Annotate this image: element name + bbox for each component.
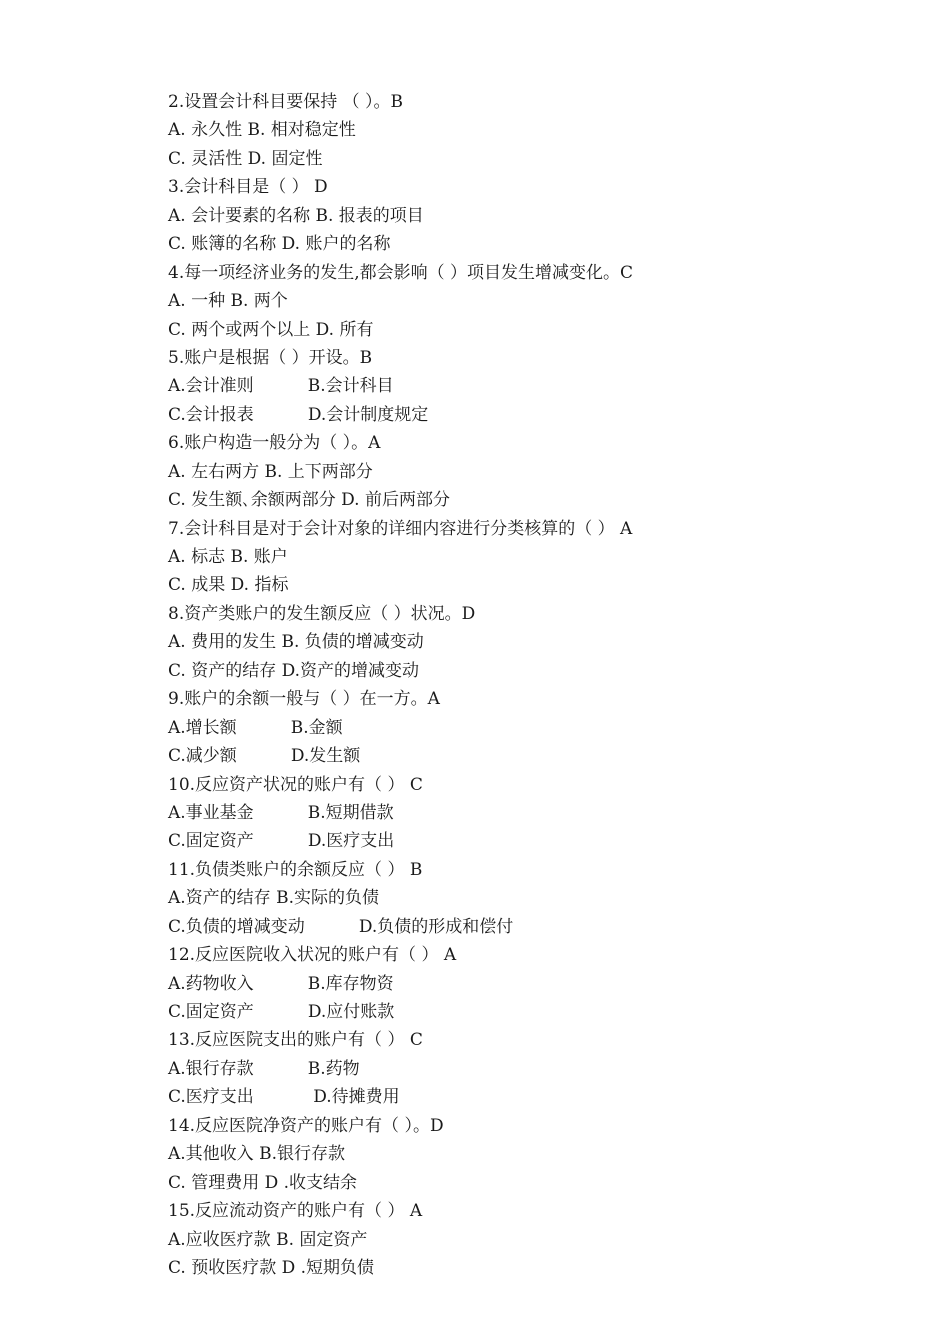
question-stem: 7.会计科目是对于会计对象的详细内容进行分类核算的（ ） A [168, 518, 633, 539]
question-stem: 2.设置会计科目要保持 （ ）。B [168, 92, 404, 112]
answer-options: C.固定资产 D.医疗支出 [168, 831, 395, 852]
answer-options: A.资产的结存 B.实际的负债 [168, 888, 379, 909]
answer-options: C. 管理费用 D .收支结余 [168, 1172, 358, 1193]
answer-options: A. 一种 B. 两个 [168, 291, 288, 312]
answer-options: A.银行存款 B.药物 [168, 1058, 360, 1079]
question-stem: 5.账户是根据（ ）开设。B [168, 347, 373, 368]
answer-options: C. 发生额､余额两部分 D. 前后两部分 [168, 490, 450, 511]
answer-options: C.医疗支出 D.待摊费用 [168, 1087, 400, 1108]
answer-options: A. 标志 B. 账户 [168, 547, 288, 567]
question-stem: 15.反应流动资产的账户有（ ） A [168, 1201, 423, 1222]
question-stem: 12.反应医院收入状况的账户有（ ） A [168, 945, 457, 966]
answer-options: A.增长额 B.金额 [168, 717, 343, 738]
answer-options: A. 会计要素的名称 B. 报表的项目 [168, 205, 424, 226]
answer-options: A.应收医疗款 B. 固定资产 [168, 1229, 368, 1250]
question-list [168, 88, 888, 1282]
answer-options: C.减少额 D.发生额 [168, 746, 361, 767]
answer-options: A.其他收入 B.银行存款 [168, 1144, 345, 1165]
question-stem: 11.负债类账户的余额反应（ ） B [168, 859, 423, 880]
answer-options: A.事业基金 B.短期借款 [168, 802, 394, 823]
answer-options: C. 预收医疗款 D .短期负债 [168, 1257, 375, 1278]
answer-options: A.药物收入 B.库存物资 [168, 973, 394, 994]
answer-options: C.会计报表 D.会计制度规定 [168, 404, 429, 425]
question-stem: 6.账户构造一般分为（ ）。A [168, 433, 381, 454]
answer-options: A.会计准则 B.会计科目 [168, 376, 394, 397]
question-stem: 13.反应医院支出的账户有（ ） C [168, 1030, 423, 1051]
question-stem: 14.反应医院净资产的账户有（ ）。D [168, 1115, 444, 1136]
answer-options: C.负债的增减变动 D.负债的形成和偿付 [168, 916, 514, 937]
answer-options: C. 成果 D. 指标 [168, 575, 289, 596]
answer-options: A. 永久性 B. 相对稳定性 [168, 120, 356, 141]
question-stem: 10.反应资产状况的账户有（ ） C [168, 774, 423, 795]
answer-options: C. 两个或两个以上 D. 所有 [168, 319, 374, 340]
question-stem: 4.每一项经济业务的发生,都会影响（ ）项目发生增减变化。C [168, 262, 634, 283]
question-stem: 9.账户的余额一般与（ ）在一方。A [168, 689, 440, 710]
answer-options: C. 灵活性 D. 固定性 [168, 148, 323, 169]
answer-options: C. 账簿的名称 D. 账户的名称 [168, 234, 391, 255]
question-stem: 3.会计科目是（ ） D [168, 177, 328, 198]
answer-options: C. 资产的结存 D.资产的增减变动 [168, 660, 420, 681]
answer-options: A. 费用的发生 B. 负债的增减变动 [168, 632, 424, 653]
question-stem: 8.资产类账户的发生额反应（ ）状况。D [168, 603, 476, 624]
answer-options: A. 左右两方 B. 上下两部分 [168, 461, 373, 482]
answer-options: C.固定资产 D.应付账款 [168, 1002, 395, 1022]
